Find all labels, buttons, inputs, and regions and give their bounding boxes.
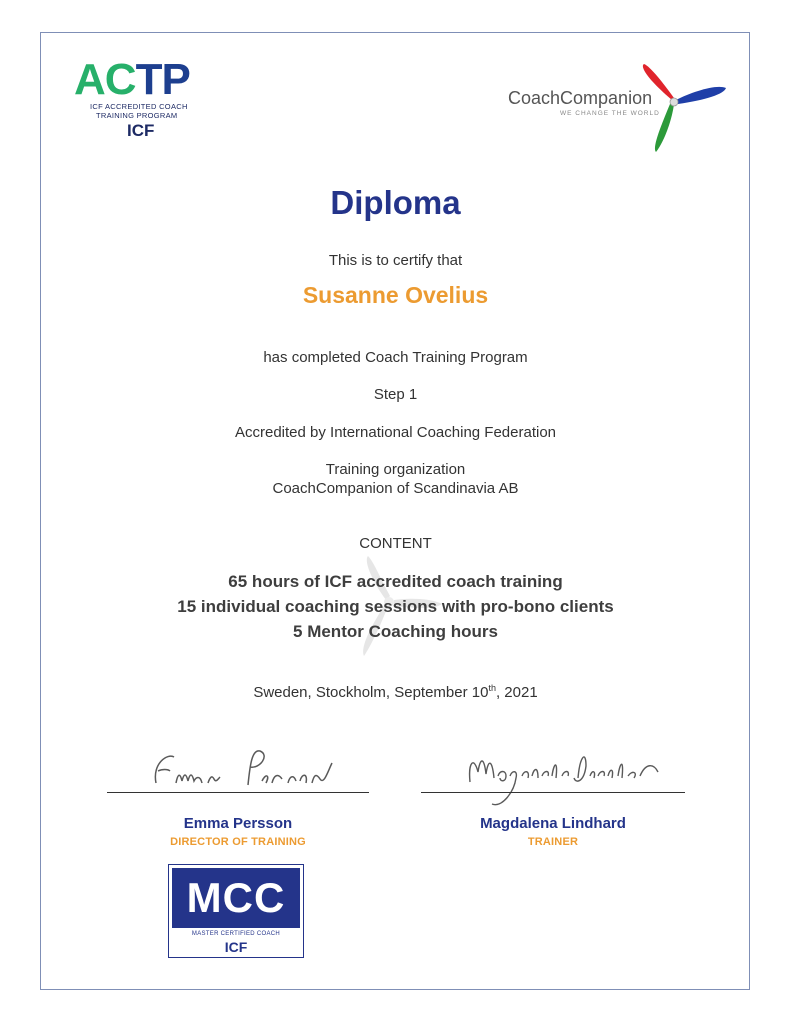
signer-name: Emma Persson	[183, 815, 293, 832]
coachcompanion-logo-name: CoachCompanion	[508, 88, 653, 108]
actp-logo-word	[74, 55, 224, 104]
mcc-badge	[168, 864, 304, 958]
signer-name: Magdalena Lindhard	[480, 815, 626, 832]
icf-logo: ICF	[127, 121, 155, 140]
step-text: Step 1	[373, 386, 418, 403]
issue-date: Sweden, Stockholm, September 10th, 2021	[253, 683, 538, 701]
mcc-badge-title: MCC	[172, 868, 300, 928]
propeller-icon	[616, 58, 736, 158]
signer-role: TRAINER	[527, 836, 579, 848]
training-org-name: CoachCompanion of Scandinavia AB	[272, 480, 519, 497]
signature-line	[421, 792, 685, 793]
content-item: 5 Mentor Coaching hours	[293, 622, 498, 641]
certify-text: This is to certify that	[328, 252, 463, 269]
diploma-title: Diploma	[330, 184, 461, 221]
content-item: 15 individual coaching sessions with pro-bono clients	[177, 597, 614, 616]
actp-logo	[74, 55, 224, 141]
actp-logo-word-blue: TP	[135, 55, 190, 104]
mcc-badge-subtitle: MASTER CERTIFIED COACH	[191, 931, 281, 937]
training-org-label: Training organization	[325, 461, 466, 478]
signer-role: DIRECTOR OF TRAINING	[170, 836, 306, 848]
content-label: CONTENT	[359, 535, 432, 552]
coachcompanion-logo	[506, 58, 736, 158]
signature-line	[107, 792, 369, 793]
signature-magdalena-lindhard	[462, 742, 672, 816]
content-item: 65 hours of ICF accredited coach training	[228, 572, 563, 591]
recipient-name: Susanne Ovelius	[302, 282, 489, 308]
completed-text: has completed Coach Training Program	[263, 349, 528, 366]
icf-logo: ICF	[224, 939, 248, 955]
actp-logo-subtitle: ICF ACCREDITED COACH TRAINING PROGRAM	[90, 102, 188, 120]
actp-logo-word-green: AC	[74, 55, 136, 104]
accredited-text: Accredited by International Coaching Federation	[234, 424, 557, 441]
coachcompanion-logo-tagline: WE CHANGE THE WORLD	[560, 110, 660, 117]
